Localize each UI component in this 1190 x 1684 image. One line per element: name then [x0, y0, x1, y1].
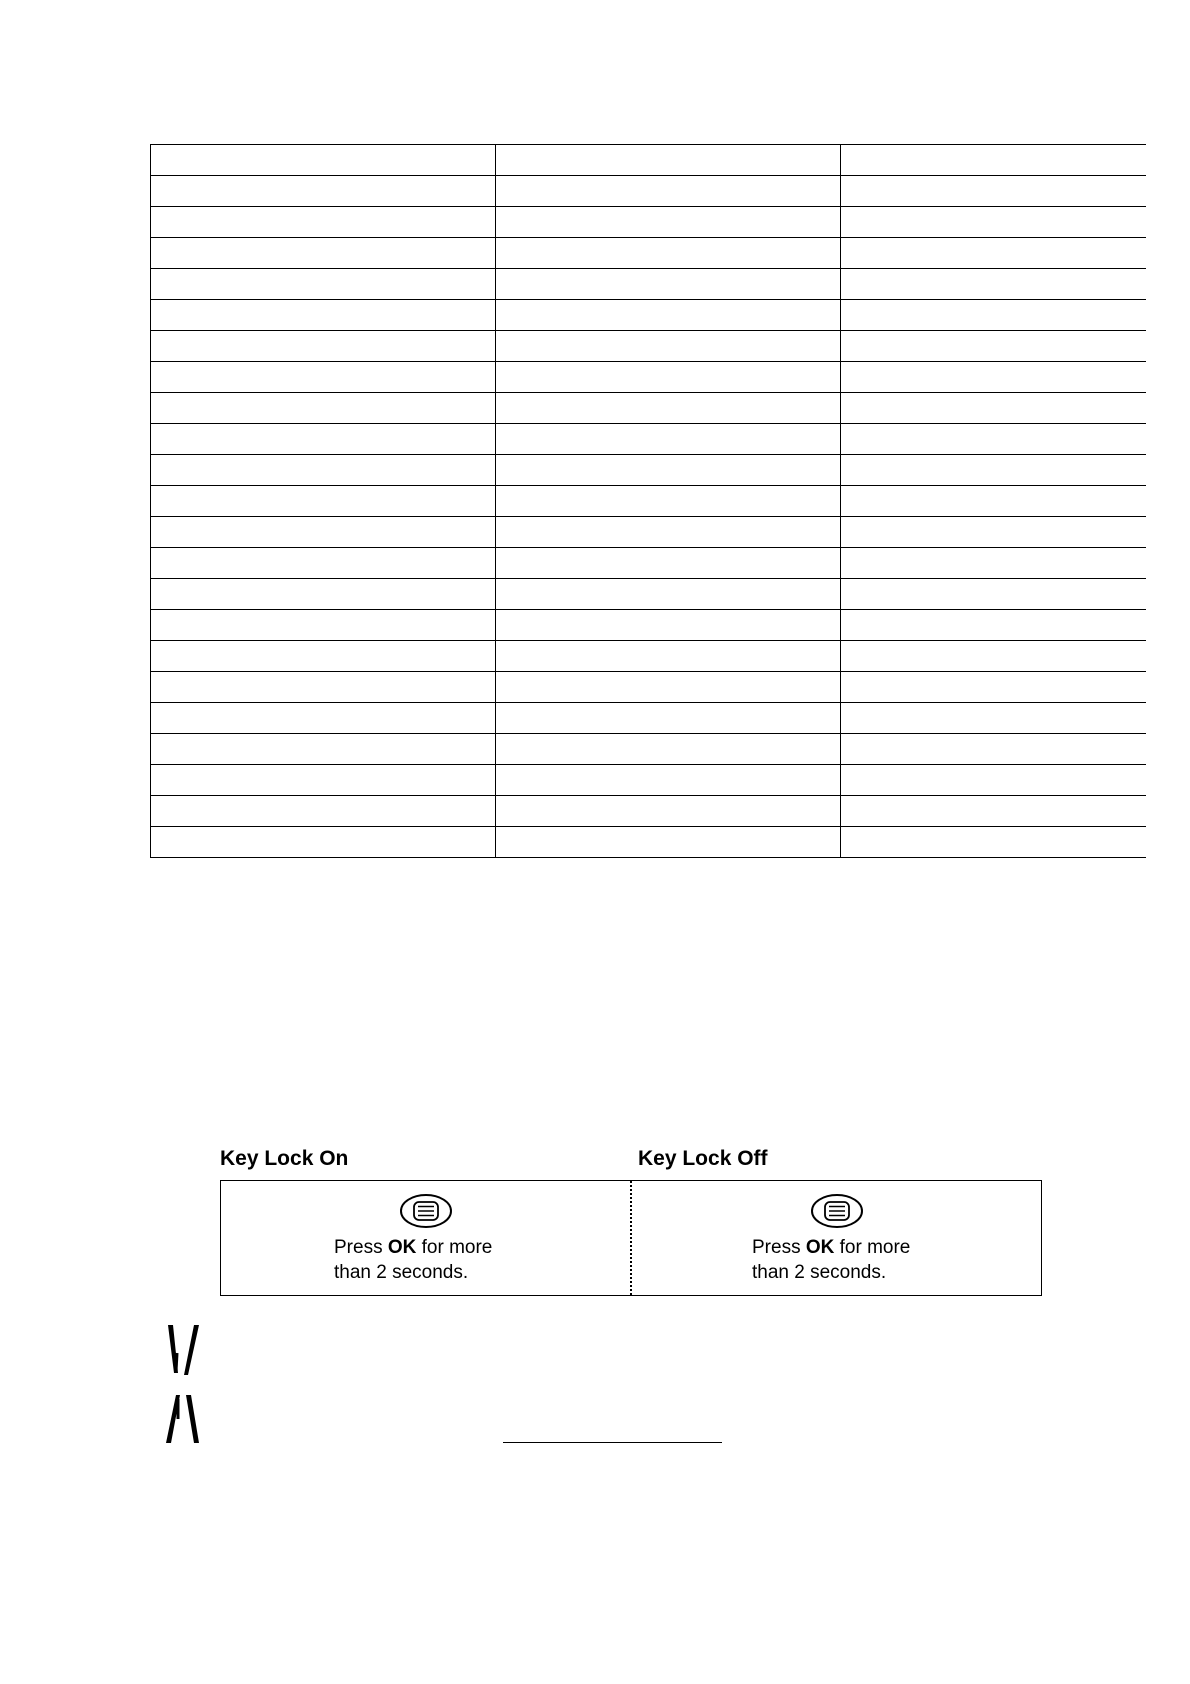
table-cell	[151, 362, 496, 393]
table-cell	[496, 331, 841, 362]
table-cell	[841, 362, 1147, 393]
table-cell	[151, 393, 496, 424]
table-cell	[841, 455, 1147, 486]
table-cell	[841, 300, 1147, 331]
table-cell	[151, 579, 496, 610]
instruction-prefix: Press	[334, 1237, 388, 1258]
underline-rule	[503, 1442, 722, 1443]
table-cell	[841, 145, 1147, 176]
table-cell	[496, 393, 841, 424]
table-cell	[841, 672, 1147, 703]
table-cell	[496, 362, 841, 393]
table-cell	[496, 672, 841, 703]
table-cell	[841, 641, 1147, 672]
table-row	[151, 579, 1147, 610]
table-cell	[496, 176, 841, 207]
table-cell	[841, 827, 1147, 858]
table-cell	[151, 455, 496, 486]
table-cell	[151, 331, 496, 362]
menu-ok-button-icon	[399, 1193, 453, 1229]
table-cell	[841, 548, 1147, 579]
table-cell	[496, 486, 841, 517]
table-cell	[841, 703, 1147, 734]
table-cell	[841, 610, 1147, 641]
key-lock-off-heading: Key Lock Off	[638, 1147, 768, 1170]
key-lock-off-panel	[632, 1181, 1041, 1295]
table-cell	[151, 765, 496, 796]
table-cell	[841, 207, 1147, 238]
table-cell	[151, 517, 496, 548]
table-row	[151, 796, 1147, 827]
table-cell	[841, 734, 1147, 765]
table-cell	[841, 393, 1147, 424]
table-cell	[496, 579, 841, 610]
table-cell	[496, 796, 841, 827]
table-row	[151, 176, 1147, 207]
table-row	[151, 517, 1147, 548]
table-cell	[496, 424, 841, 455]
table-cell	[151, 703, 496, 734]
table-row	[151, 331, 1147, 362]
table-cell	[841, 176, 1147, 207]
table-row	[151, 269, 1147, 300]
table-cell	[496, 455, 841, 486]
table-cell	[496, 269, 841, 300]
table-cell	[151, 827, 496, 858]
table-cell	[151, 238, 496, 269]
key-lock-on-instruction	[334, 1235, 492, 1285]
table-cell	[496, 145, 841, 176]
table-cell	[151, 672, 496, 703]
instruction-suffix: for more	[834, 1237, 911, 1258]
instruction-suffix: for more	[416, 1237, 493, 1258]
table-row	[151, 207, 1147, 238]
table-row	[151, 765, 1147, 796]
table-cell	[151, 269, 496, 300]
instruction-prefix: Press	[752, 1237, 806, 1258]
table-row	[151, 238, 1147, 269]
key-lock-off-instruction	[752, 1235, 910, 1285]
table-cell	[496, 703, 841, 734]
table-cell	[151, 207, 496, 238]
ok-key-label: OK	[805, 1237, 835, 1258]
table-cell	[841, 269, 1147, 300]
key-lock-on-heading: Key Lock On	[220, 1147, 349, 1170]
table-row	[151, 641, 1147, 672]
table-cell	[151, 641, 496, 672]
table-cell	[496, 827, 841, 858]
table-row	[151, 424, 1147, 455]
table-body	[151, 145, 1147, 858]
table-cell	[496, 517, 841, 548]
table-cell	[841, 424, 1147, 455]
table-row	[151, 486, 1147, 517]
table-cell	[151, 548, 496, 579]
table-row	[151, 703, 1147, 734]
table-cell	[496, 300, 841, 331]
table-row	[151, 827, 1147, 858]
table-row	[151, 393, 1147, 424]
key-lock-instructions-box	[220, 1180, 1042, 1296]
instruction-line-2: than 2 seconds.	[752, 1262, 887, 1283]
table-cell	[841, 517, 1147, 548]
table-cell	[151, 610, 496, 641]
table-cell	[841, 486, 1147, 517]
table-cell	[496, 238, 841, 269]
table-row	[151, 145, 1147, 176]
zigzag-mark-icon	[164, 1323, 204, 1379]
table-cell	[496, 765, 841, 796]
table-cell	[151, 176, 496, 207]
menu-ok-button-icon	[810, 1193, 864, 1229]
table-cell	[151, 486, 496, 517]
table-cell	[151, 145, 496, 176]
ok-key-label: OK	[387, 1237, 417, 1258]
table-cell	[841, 796, 1147, 827]
table-row	[151, 300, 1147, 331]
table-cell	[496, 610, 841, 641]
zigzag-mark-icon	[164, 1391, 204, 1447]
table-cell	[496, 548, 841, 579]
table-cell	[496, 734, 841, 765]
table-cell	[151, 734, 496, 765]
table-row	[151, 672, 1147, 703]
table-cell	[841, 238, 1147, 269]
table-cell	[151, 424, 496, 455]
table-cell	[841, 765, 1147, 796]
table-cell	[841, 331, 1147, 362]
table-row	[151, 734, 1147, 765]
table-row	[151, 362, 1147, 393]
instruction-line-2: than 2 seconds.	[334, 1262, 469, 1283]
table-row	[151, 548, 1147, 579]
empty-ruled-table	[150, 144, 1146, 858]
key-lock-on-panel	[221, 1181, 632, 1295]
table-row	[151, 610, 1147, 641]
table-cell	[151, 300, 496, 331]
table-cell	[496, 641, 841, 672]
table-cell	[151, 796, 496, 827]
table-cell	[841, 579, 1147, 610]
table-row	[151, 455, 1147, 486]
table-cell	[496, 207, 841, 238]
